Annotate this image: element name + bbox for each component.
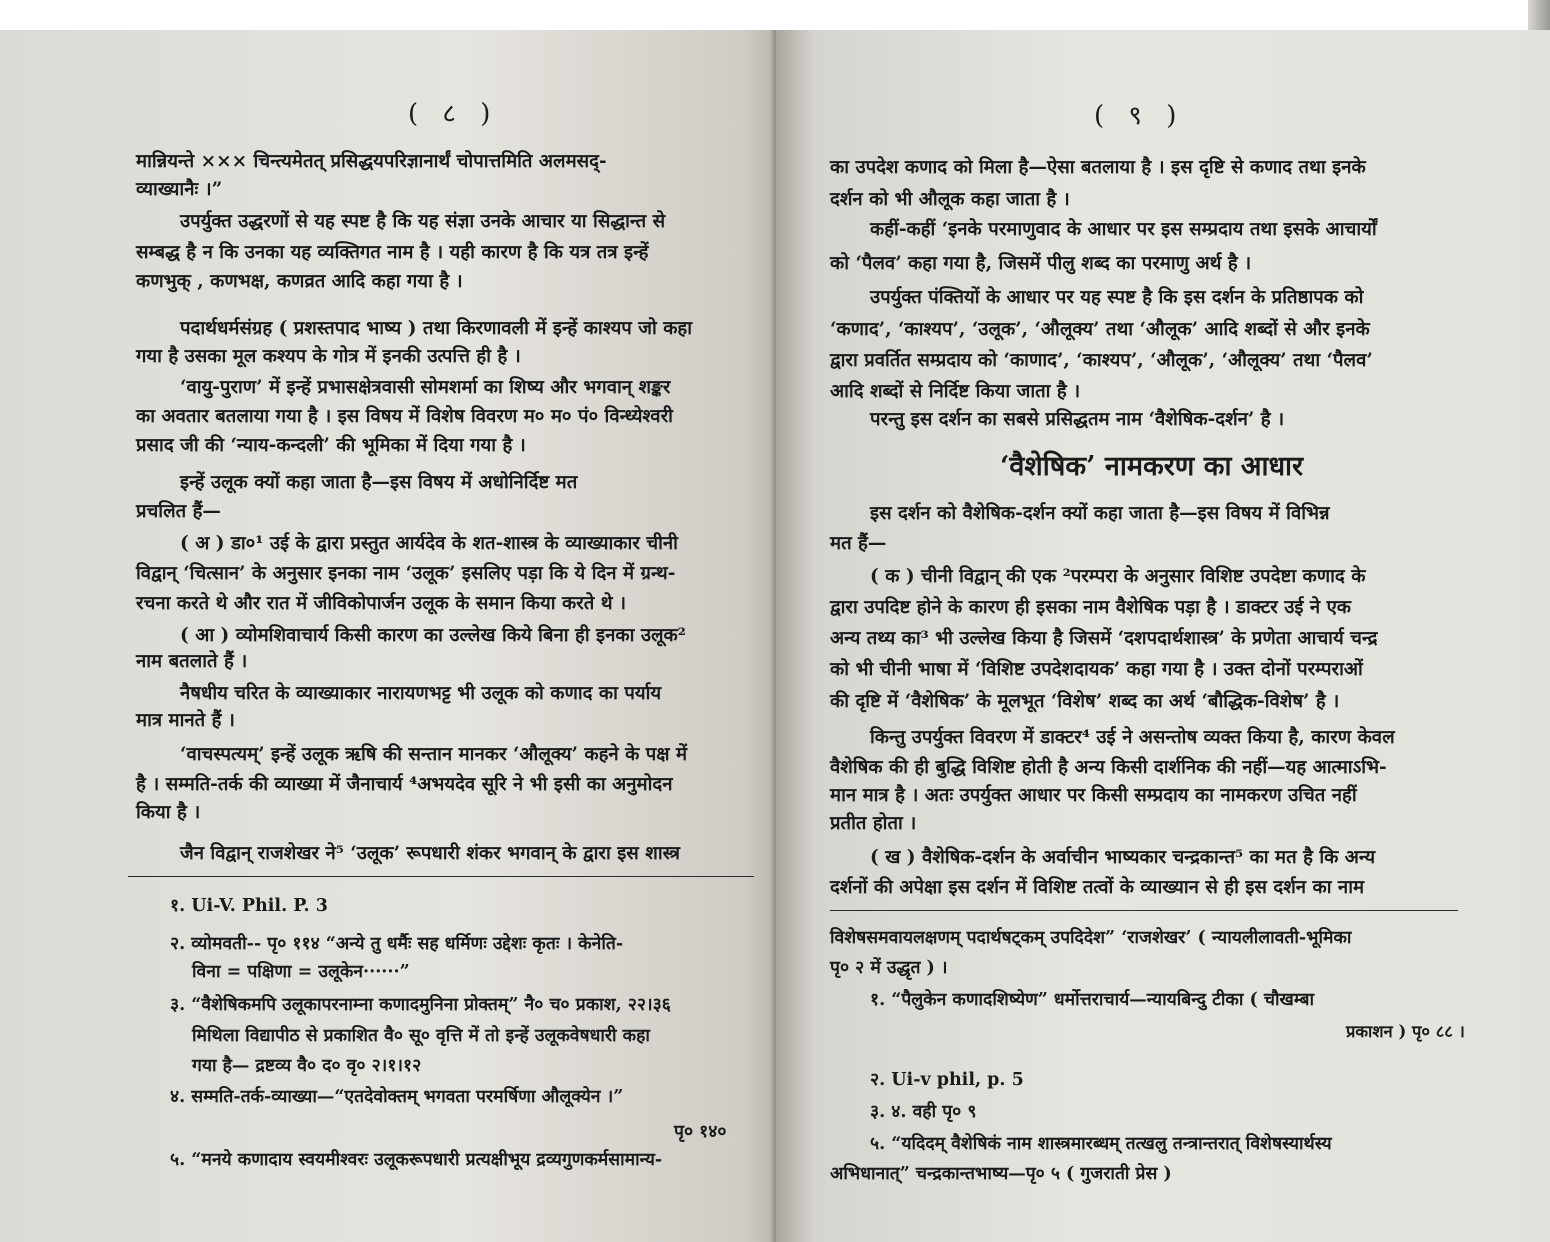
body-line: मान मात्र है । अतः उपर्युक्त आधार पर किसी सम्प्रदाय का नामकरण उचित नहीं — [830, 785, 1357, 806]
footnote: अभिधानात्” चन्द्रकान्तभाष्य—पृ० ५ ( गुजराती प्रेस ) — [830, 1164, 1172, 1184]
body-line: उपर्युक्त उद्धरणों से यह स्पष्ट है कि यह संज्ञा उनके आचार या सिद्धान्त से — [180, 211, 666, 232]
body-line: दर्शन को भी औलूक कहा जाता है । — [830, 189, 1070, 210]
footnote: पृ० १४० — [674, 1122, 727, 1142]
body-line: नाम बतलाते हैं । — [136, 651, 248, 672]
body-line: व्याख्यानैः ।” — [136, 179, 223, 200]
footnote: १. “पैलुकेन कणादशिष्येण” धर्मोत्तराचार्य—न्यायबिन्दु टीका ( चौखम्बा — [870, 990, 1315, 1010]
body-line: है । सम्मति-तर्क की व्याख्या में जैनाचार्य ⁴अभयदेव सूरि ने भी इसी का अनुमोदन — [136, 774, 673, 795]
body-line: इन्हें उलूक क्यों कहा जाता है—इस विषय में अधोनिर्दिष्ट मत — [180, 472, 578, 493]
body-line: ‘वायु-पुराण’ में इन्हें प्रभासक्षेत्रवासी सोमशर्मा का शिष्य और भगवान् शङ्कर — [180, 377, 671, 398]
body-line: को ‘पैलव’ कहा गया है, जिसमें पीलु शब्द का परमाणु अर्थ है । — [830, 253, 1252, 274]
body-line: जैन विद्वान् राजशेखर ने⁵ ‘उलूक’ रूपधारी शंकर भगवान् के द्वारा इस शास्त्र — [180, 843, 681, 864]
body-line: ( ख ) वैशेषिक-दर्शन के अर्वाचीन भाष्यकार चन्द्रकान्त⁵ का मत है कि अन्य — [870, 847, 1376, 868]
footnote: पृ० २ में उद्धृत ) । — [830, 958, 948, 978]
footnote: २. व्योमवती-- पृ० ११४ “अन्ये तु धर्मैः सह धर्मिणः उद्देशः कृतः । केनेति- — [170, 934, 624, 954]
body-line: पदार्थधर्मसंग्रह ( प्रशस्तपाद भाष्य ) तथा किरणावली में इन्हें काश्यप जो कहा — [180, 318, 693, 339]
footnote: मिथिला विद्यापीठ से प्रकाशित वै० सू० वृत्ति में तो इन्हें उलूकवेषधारी कहा — [192, 1026, 650, 1046]
body-line: दर्शनों की अपेक्षा इस दर्शन में विशिष्ट तत्वों के व्याख्यान से ही इस दर्शन का नाम — [830, 877, 1365, 898]
footnote-rule — [128, 876, 754, 877]
body-line: द्वारा प्रवर्तित सम्प्रदाय को ‘काणाद’, ‘काश्यप’, ‘औलूक’, ‘औलूक्य’ तथा ‘पैलव’ — [830, 350, 1373, 371]
right-page — [776, 30, 1550, 1242]
body-line: को भी चीनी भाषा में ‘विशिष्ट उपदेशदायक’ कहा गया है । उक्त दोनों परम्पराओं — [830, 659, 1363, 680]
body-line: ( क ) चीनी विद्वान् की एक ²परम्परा के अनुसार विशिष्ट उपदेष्टा कणाद के — [870, 566, 1366, 587]
footnote: ४. सम्मति-तर्क-व्याख्या—“एतदेवोक्तम् भगवता परमर्षिणा औलूक्येन ।” — [170, 1087, 624, 1107]
left-page — [0, 30, 776, 1242]
footnote: १. Ui-V. Phil. P. 3 — [170, 896, 328, 916]
footnote: २. Ui-v phil, p. 5 — [870, 1070, 1024, 1090]
body-line: सम्बद्ध है न कि उनका यह व्यक्तिगत नाम है । यही कारण है कि यत्र तत्र इन्हें — [136, 242, 649, 263]
body-line: की दृष्टि में ‘वैशेषिक’ के मूलभूत ‘विशेष’ शब्द का अर्थ ‘बौद्धिक-विशेष’ है । — [830, 691, 1340, 712]
body-line: मान्नियन्ते ××× चिन्त्यमेतत् प्रसिद्धयपरिज्ञानार्थं चोपात्तमिति अलमसद्- — [136, 151, 607, 172]
body-line: का अवतार बतलाया गया है । इस विषय में विशेष विवरण म० म० पं० विन्ध्येश्वरी — [136, 406, 673, 427]
body-line: प्रचलित हैं— — [136, 501, 221, 522]
body-line: रचना करते थे और रात में जीविकोपार्जन उलूक के समान किया करते थे । — [136, 593, 626, 614]
body-line: का उपदेश कणाद को मिला है—ऐसा बतलाया है । इस दृष्टि से कणाद तथा इनके — [830, 157, 1366, 178]
footnote-rule — [830, 910, 1458, 911]
body-line: अन्य तथ्य का³ भी उल्लेख किया है जिसमें ‘दशपदार्थशास्त्र’ के प्रणेता आचार्य चन्द्र — [830, 628, 1378, 649]
footnote: प्रकाशन ) पृ० ८८ । — [1346, 1022, 1465, 1041]
body-line: परन्तु इस दर्शन का सबसे प्रसिद्धतम नाम ‘वैशेषिक-दर्शन’ है । — [870, 409, 1285, 430]
footnote: ३. ४. वही पृ० ९ — [870, 1102, 977, 1122]
body-line: ( अ ) डा०¹ उई के द्वारा प्रस्तुत आर्यदेव के शत-शास्त्र के व्याख्याकार चीनी — [180, 533, 678, 554]
body-line: उपर्युक्त पंक्तियों के आधार पर यह स्पष्ट है कि इस दर्शन के प्रतिष्ठापक को — [870, 287, 1364, 308]
body-line: द्वारा उपदिष्ट होने के कारण ही इसका नाम वैशेषिक पड़ा है । डाक्टर उई ने एक — [830, 597, 1352, 618]
section-heading: ‘वैशेषिक’ नामकरण का आधार — [1000, 451, 1304, 482]
body-line: मात्र मानते हैं । — [136, 710, 235, 731]
body-line: किया है । — [136, 802, 201, 823]
body-line: ( आ ) व्योमशिवाचार्य किसी कारण का उल्लेख किये बिना ही इनका उलूक² — [180, 625, 686, 646]
body-line: विद्वान् ‘चित्सान’ के अनुसार इनका नाम ‘उलूक’ इसलिए पड़ा कि ये दिन में ग्रन्थ- — [136, 563, 676, 584]
body-line: आदि शब्दों से निर्दिष्ट किया जाता है । — [830, 381, 1081, 402]
body-line: कहीं-कहीं ‘इनके परमाणुवाद के आधार पर इस सम्प्रदाय तथा इसके आचार्यों — [870, 219, 1377, 240]
footnote: ५. “मनये कणादाय स्वयमीश्वरः उलूकरूपधारी प्रत्यक्षीभूय द्रव्यगुणकर्मसामान्य- — [170, 1150, 663, 1170]
body-line: प्रतीत होता । — [830, 813, 917, 834]
body-line: मत हैं— — [830, 533, 887, 554]
body-line: गया है उसका मूल कश्यप के गोत्र में इनकी उत्पत्ति ही है । — [136, 346, 521, 367]
page-number: ( ९ ) — [1094, 101, 1185, 131]
footnote: ५. “यदिदम् वैशेषिकं नाम शास्त्रमारब्धम् तत्खलु तन्त्रान्तरात् विशेषस्यार्थस्य — [870, 1134, 1332, 1154]
body-line: कणभुक् , कणभक्ष, कणव्रत आदि कहा गया है । — [136, 271, 463, 292]
footnote: गया है— द्रष्टव्य वै० द० वृ० २।१।१२ — [192, 1056, 422, 1076]
body-line: वैशेषिक की ही बुद्धि विशिष्ट होती है अन्य किसी दार्शनिक की नहीं—यह आत्माऽभि- — [830, 757, 1387, 778]
body-line: इस दर्शन को वैशेषिक-दर्शन क्यों कहा जाता है—इस विषय में विभिन्न — [870, 503, 1330, 524]
body-line: नैषधीय चरित के व्याख्याकार नारायणभट्ट भी उलूक को कणाद का पर्याय — [180, 683, 662, 704]
footnote: विशेषसमवायलक्षणम् पदार्थषट्कम् उपदिदेश” ‘राजशेखर’ ( न्यायलीलावती-भूमिका — [830, 928, 1352, 948]
page-number: ( ८ ) — [408, 99, 499, 129]
body-line: प्रसाद जी की ‘न्याय-कन्दली’ की भूमिका में दिया गया है । — [136, 435, 526, 456]
body-line: किन्तु उपर्युक्त विवरण में डाक्टर⁴ उई ने असन्तोष व्यक्त किया है, कारण केवल — [870, 727, 1395, 748]
body-line: ‘कणाद’, ‘काश्यप’, ‘उलूक’, ‘औलूक्य’ तथा ‘औलूक’ आदि शब्दों से और इनके — [830, 319, 1370, 340]
body-line: ‘वाचस्पत्यम्’ इन्हें उलूक ऋषि की सन्तान मानकर ‘औलूक्य’ कहने के पक्ष में — [180, 744, 688, 765]
footnote: विना = पक्षिणा = उलूकेन······” — [192, 962, 410, 982]
footnote: ३. “वैशेषिकमपि उलूकापरनाम्ना कणादमुनिना प्रोक्तम्” नै० च० प्रकाश, २२।३६ — [170, 995, 671, 1015]
